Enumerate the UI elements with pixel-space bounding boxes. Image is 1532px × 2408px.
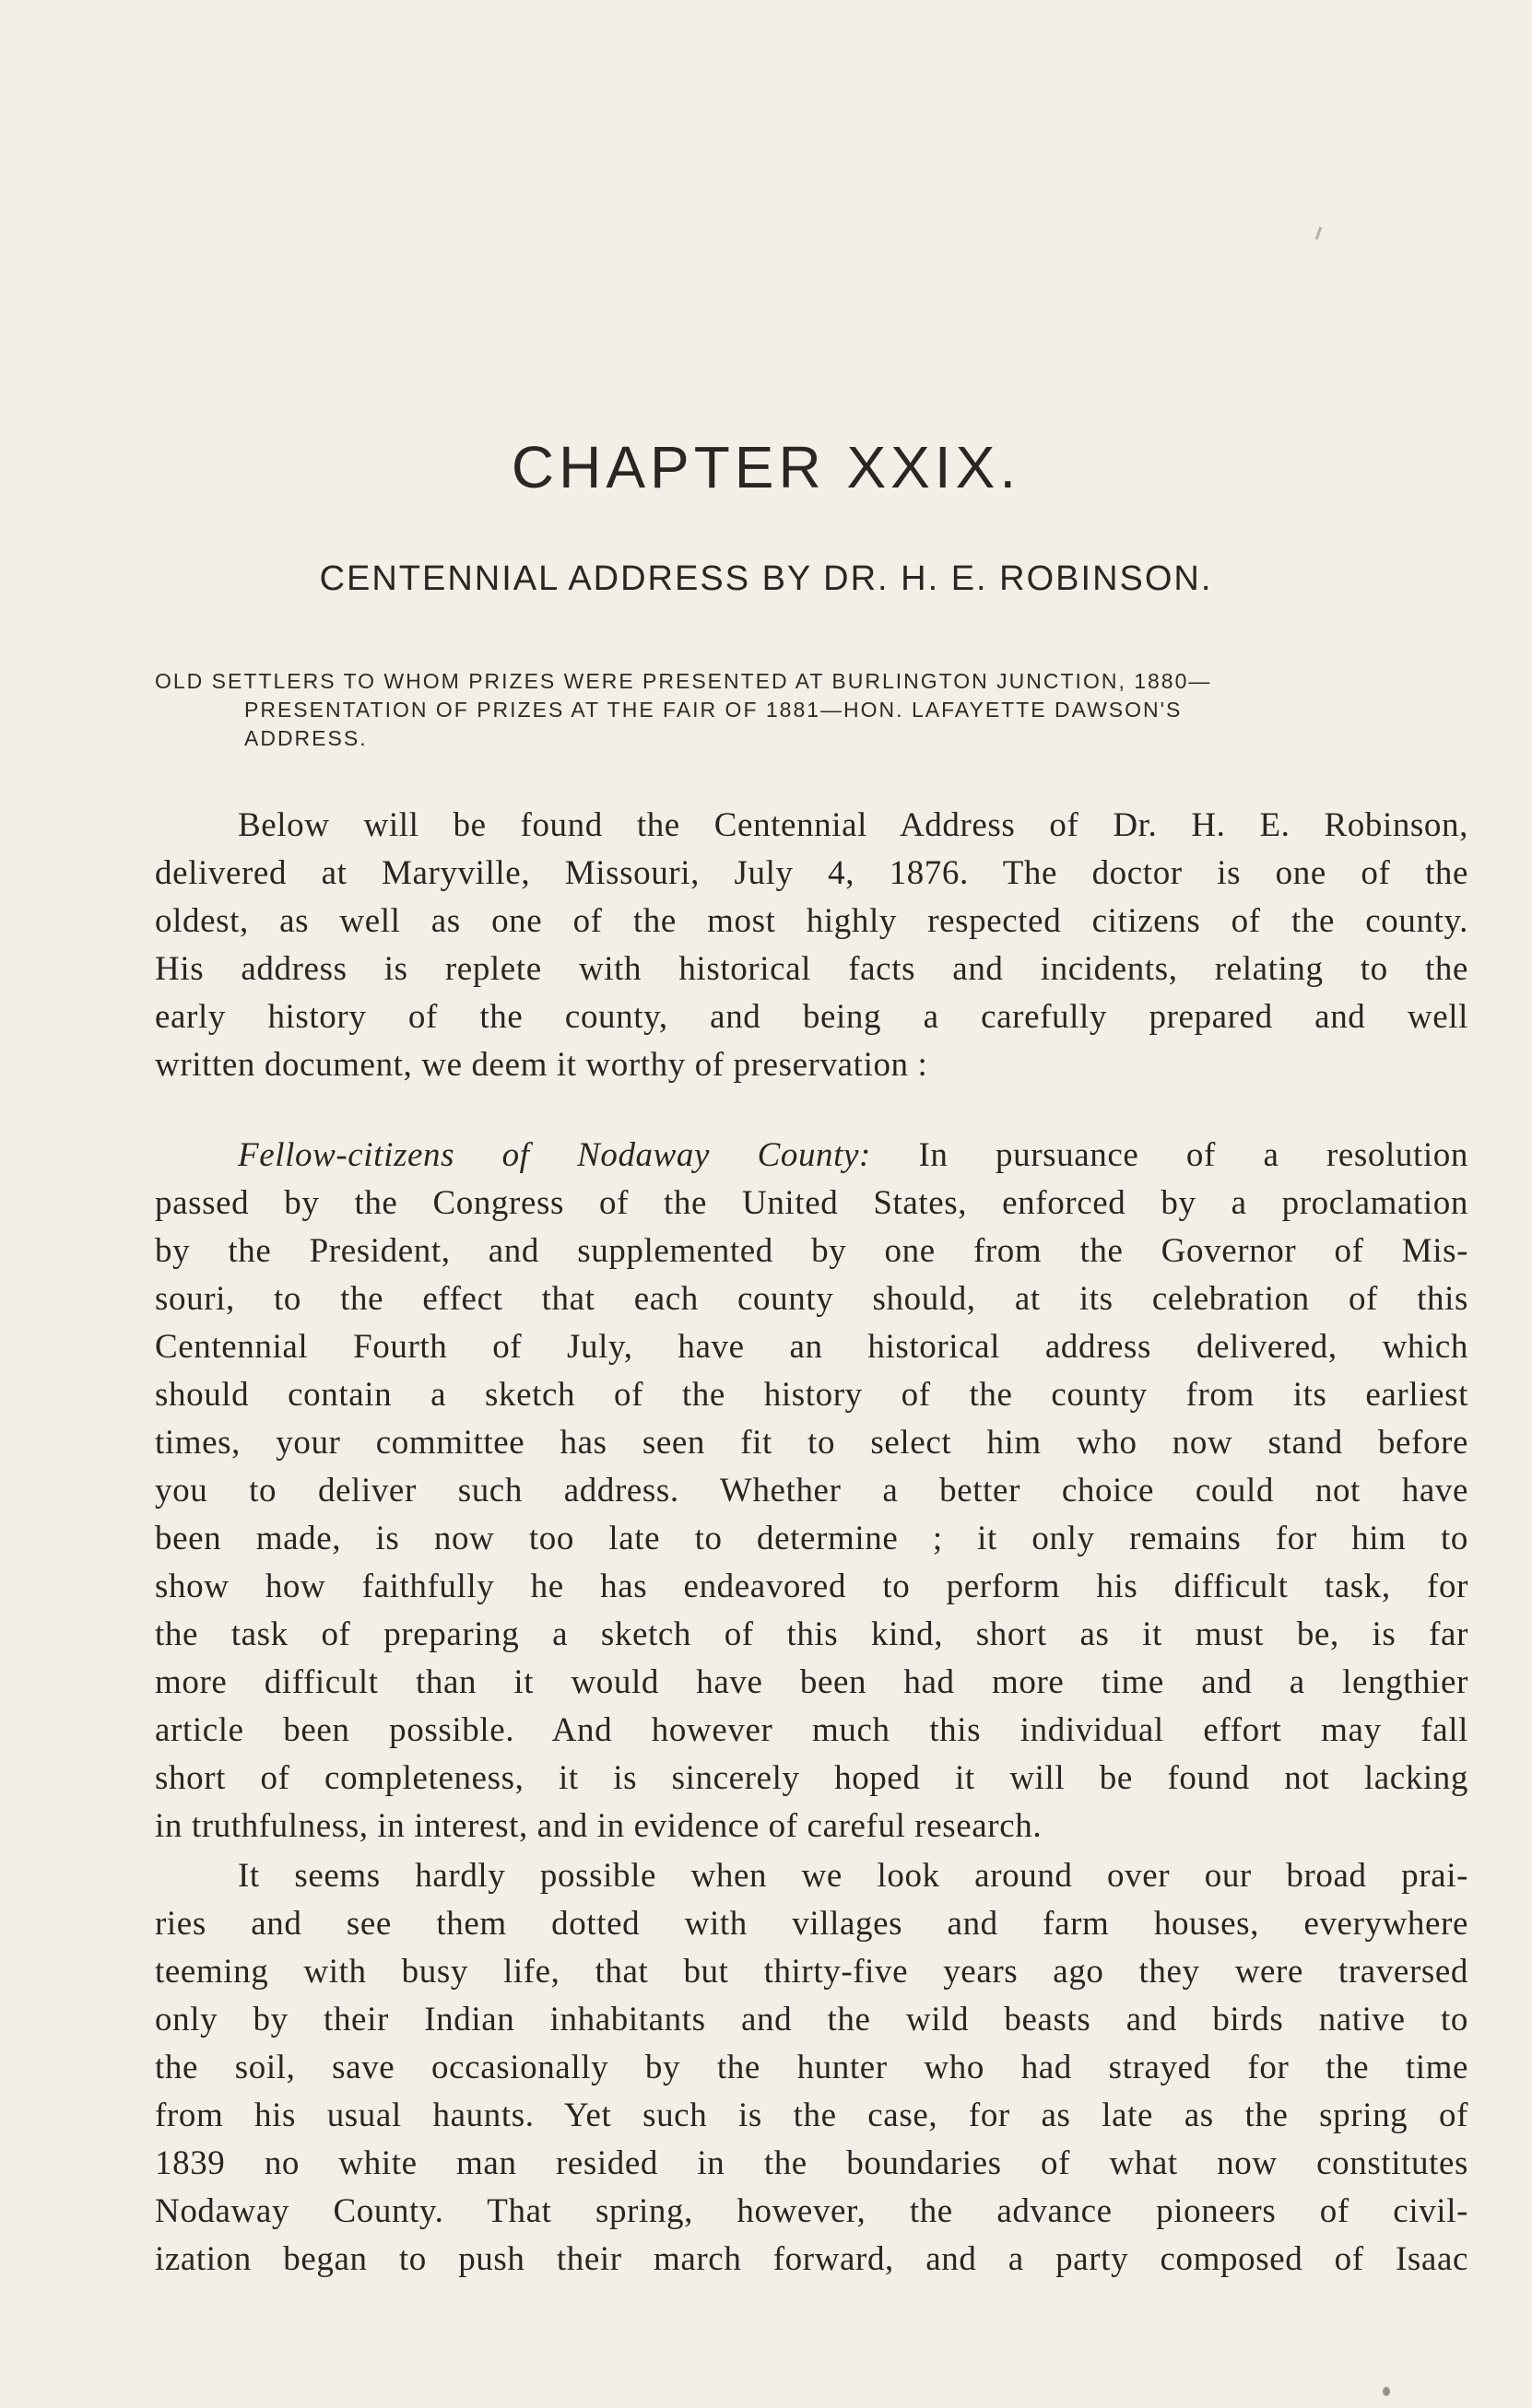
text-line: been made, is now too late to determine ; it only remains for him to	[155, 1520, 1468, 1557]
text-line: from his usual haunts. Yet such is the case, for as late as the spring of	[155, 2097, 1468, 2134]
text-line: It seems hardly possible when we look around over our broad prai-	[238, 1857, 1468, 1895]
text-line: teeming with busy life, that but thirty-five years ago they were traversed	[155, 1953, 1468, 1991]
chapter-title: CHAPTER XXIX.	[511, 434, 1021, 500]
chapter-subtitle: CENTENNIAL ADDRESS BY DR. H. E. ROBINSON.	[319, 559, 1213, 598]
text-line: Nodaway County. That spring, however, the advance pioneers of civil-	[155, 2192, 1468, 2230]
text-line: in truthfulness, in interest, and in evidence of careful research.	[155, 1807, 1043, 1845]
text-line: oldest, as well as one of the most highly respected citizens of the county.	[155, 902, 1468, 940]
text-line: passed by the Congress of the United States, enforced by a proclamation	[155, 1184, 1468, 1222]
text-line: short of completeness, it is sincerely hoped it will be found not lacking	[155, 1759, 1468, 1797]
text-line: times, your committee has seen fit to select him who now stand before	[155, 1424, 1468, 1462]
address-paragraph	[155, 1132, 1468, 1850]
page-speck	[1383, 2387, 1390, 2396]
text-line: only by their Indian inhabitants and the wild beasts and birds native to	[155, 2001, 1468, 2038]
text-line: the soil, save occasionally by the hunter who had strayed for the time	[155, 2049, 1468, 2086]
salutation-continuation: In pursuance of a resolution	[918, 1136, 1468, 1174]
text-line: by the President, and supplemented by one from the Governor of Mis-	[155, 1232, 1468, 1270]
intro-paragraph	[155, 802, 1468, 1089]
text-line: delivered at Maryville, Missouri, July 4, 1876. The doctor is one of the	[155, 854, 1468, 892]
salutation: Fellow-citizens of Nodaway County:	[238, 1136, 871, 1174]
text-line: the task of preparing a sketch of this kind, short as it must be, is far	[155, 1615, 1468, 1653]
text-line: more difficult than it would have been had more time and a lengthier	[155, 1663, 1468, 1701]
text-line: Below will be found the Centennial Address of Dr. H. E. Robinson,	[238, 806, 1468, 844]
text-line: should contain a sketch of the history of the county from its earliest	[155, 1376, 1468, 1414]
chapter-summary	[155, 667, 1468, 753]
text-line	[155, 1132, 1468, 1180]
text-line: souri, to the effect that each county should, at its celebration of this	[155, 1280, 1468, 1318]
history-paragraph	[155, 1852, 1468, 2284]
text-line: you to deliver such address. Whether a better choice could not have	[155, 1472, 1468, 1509]
text-line: ries and see them dotted with villages and farm houses, everywhere	[155, 1905, 1468, 1943]
text-line: Centennial Fourth of July, have an historical address delivered, which	[155, 1328, 1468, 1366]
text-line: 1839 no white man resided in the boundaries of what now constitutes	[155, 2144, 1468, 2182]
text-line: show how faithfully he has endeavored to perform his difficult task, for	[155, 1568, 1468, 1605]
text-line: ization began to push their march forward, and a party composed of Isaac	[155, 2240, 1468, 2278]
text-line: His address is replete with historical facts and incidents, relating to the	[155, 950, 1468, 988]
text-line: early history of the county, and being a carefully prepared and well	[155, 998, 1468, 1036]
text-line: article been possible. And however much this individual effort may fall	[155, 1711, 1468, 1749]
text-line: written document, we deem it worthy of preservation :	[155, 1046, 928, 1084]
ink-speck	[1315, 227, 1323, 240]
summary-line: PRESENTATION OF PRIZES AT THE FAIR OF 1881—HON. LAFAYETTE DAWSON'S	[244, 698, 1183, 722]
summary-line: ADDRESS.	[244, 726, 368, 750]
summary-line: OLD SETTLERS TO WHOM PRIZES WERE PRESENTED AT BURLINGTON JUNCTION, 1880—	[155, 669, 1212, 693]
